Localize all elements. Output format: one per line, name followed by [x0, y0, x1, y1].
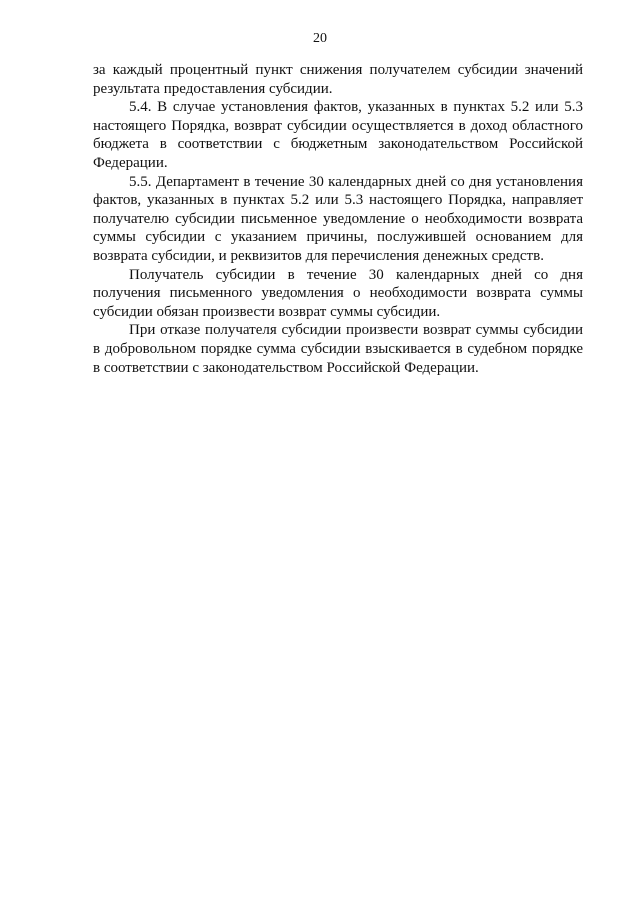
paragraph-recipient-obligation: Получатель субсидии в течение 30 календарных дней со дня получения письменного уведомления о необходимости возврата суммы субсидии обязан произвести возврат суммы субсидии. — [93, 266, 583, 320]
paragraph-5-4: 5.4. В случае установления фактов, указанных в пунктах 5.2 или 5.3 настоящего Порядка, возврат субсидии осуществляется в доход областного бюджета в соответствии с бюджетным законодательством Российской Федерации. — [93, 99, 583, 171]
paragraph-refusal: При отказе получателя субсидии произвести возврат суммы субсидии в добровольном порядке сумма субсидии взыскивается в судебном порядке в соответствии с законодательством Российской Федерации. — [93, 322, 583, 376]
document-body — [93, 61, 583, 377]
paragraph-continuation: за каждый процентный пункт снижения получателем субсидии значений результата предоставления субсидии. — [93, 62, 583, 97]
page-number: 20 — [313, 31, 327, 46]
paragraph-5-5: 5.5. Департамент в течение 30 календарных дней со дня установления фактов, указанных в пунктах 5.2 или 5.3 настоящего Порядка, направляет получателю субсидии письменное уведомление о необходимости возврата суммы субсидии с указанием причины, послужившей основанием для возврата субсидии, и реквизитов для перечисления денежных средств. — [93, 173, 583, 264]
